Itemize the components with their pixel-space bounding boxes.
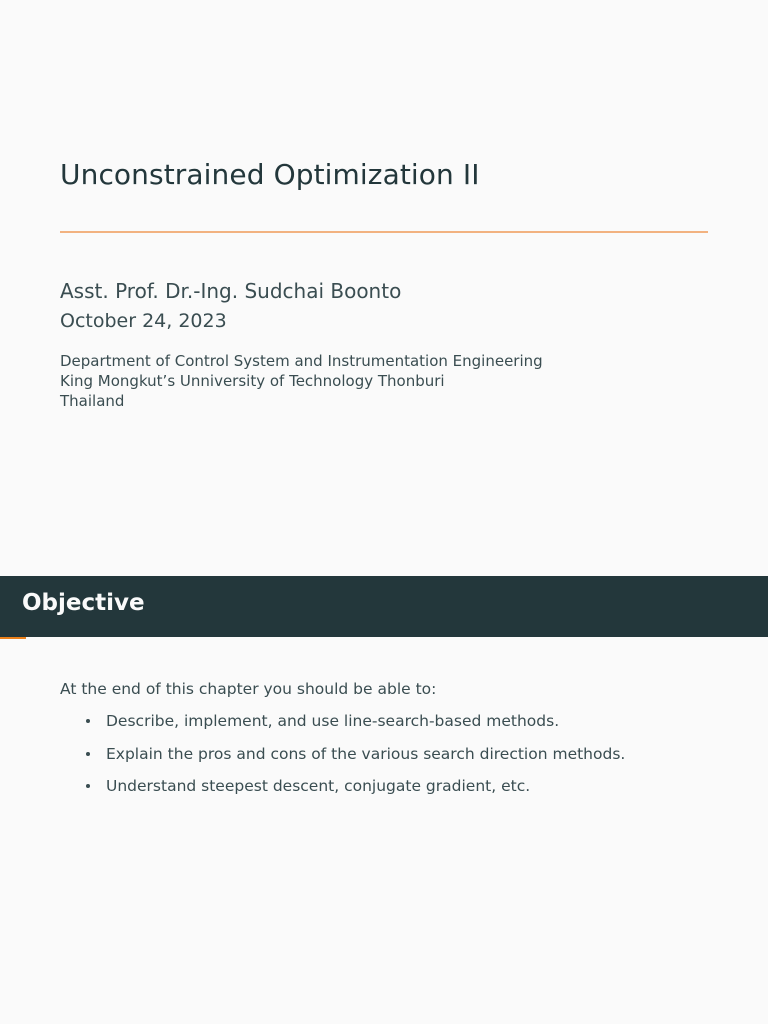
bullet-icon [86, 784, 90, 788]
institute-block [60, 351, 543, 411]
list-item-text: Understand steepest descent, conjugate gradient, etc. [106, 777, 531, 795]
list-item-text: Describe, implement, and use line-search-based methods. [106, 712, 560, 730]
institute-university: King Mongkut’s Unniversity of Technology Thonburi [60, 372, 445, 390]
list-item-text: Explain the pros and cons of the various search direction methods. [106, 744, 626, 763]
objective-slide [0, 576, 768, 1024]
frame-title: Objective [22, 590, 145, 616]
presentation-date: October 24, 2023 [60, 310, 227, 332]
author-name: Asst. Prof. Dr.-Ing. Sudchai Boonto [60, 279, 402, 303]
frame-title-bar [0, 576, 768, 637]
title-divider [60, 231, 708, 233]
bullet-icon [86, 752, 90, 756]
progress-bar [0, 637, 26, 639]
bullet-icon [86, 719, 90, 723]
institute-country: Thailand [60, 392, 125, 410]
institute-department: Department of Control System and Instrumentation Engineering [60, 352, 543, 370]
objective-intro: At the end of this chapter you should be able to: [60, 680, 437, 698]
slide-title: Unconstrained Optimization II [60, 158, 480, 191]
